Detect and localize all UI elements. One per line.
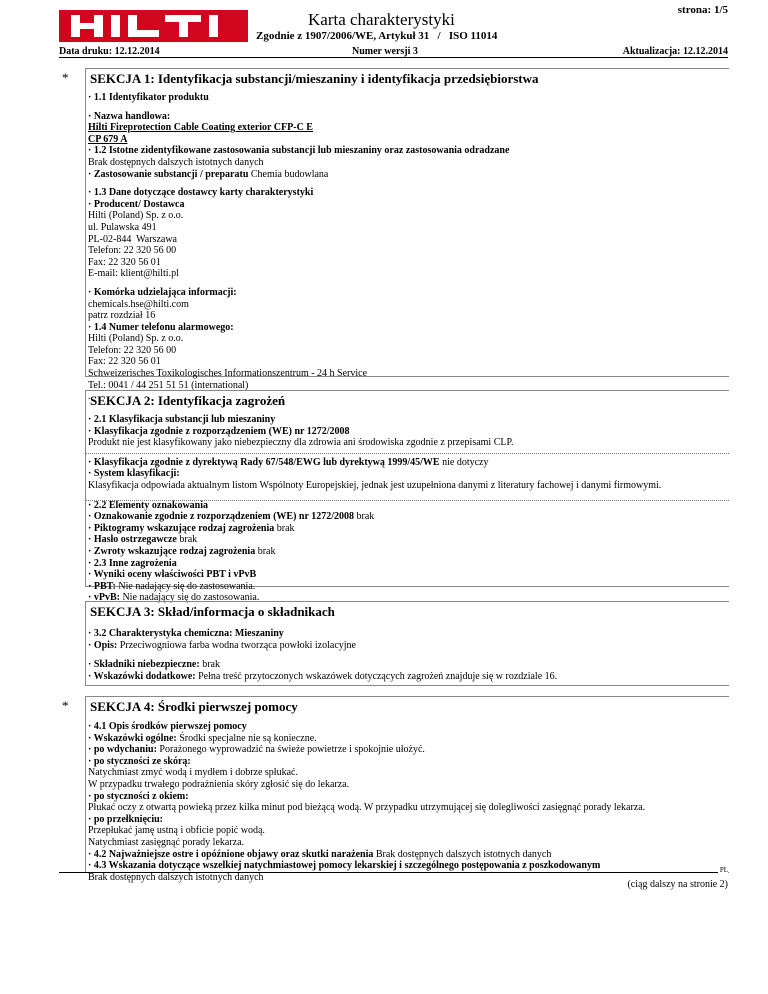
document-subtitle: Zgodnie z 1907/2006/WE, Artykuł 31 / ISO 11014 (256, 30, 498, 42)
text-line: Brak dostępnych dalszych istotnych danych (88, 156, 264, 168)
text-value: Porażonego wyprowadzić na świeże powietrze i spokojnie ułożyć. (156, 744, 425, 756)
text-line: · Producent/ Dostawca (88, 198, 185, 210)
hilti-logo (59, 10, 248, 42)
email-line: E-mail: klient@hilti.pl (88, 268, 179, 280)
dotted-divider (86, 500, 729, 501)
text-value: brak (274, 522, 295, 534)
update-date: Aktualizacja: 12.12.2014 (622, 46, 728, 57)
product-code: CP 679 A (88, 133, 128, 145)
text-value: Pełna treść przytoczonych wskazówek dotyczących zagrożeń znajduje się w rozdziale 16. (195, 670, 558, 682)
text-line: · 2.1 Klasyfikacja substancji lub mieszaniny (88, 414, 276, 425)
text-value: Brak dostępnych dalszych istotnych danych (373, 848, 552, 860)
text-value: Przeciwogniowa farba wodna tworząca powłoki izolacyjne (117, 639, 356, 651)
text-line: PL-02-844 Warszawa (88, 233, 177, 245)
text-line: · 3.2 Charakterystyka chemiczna: Mieszaniny (88, 628, 284, 639)
print-date: Data druku: 12.12.2014 (59, 46, 160, 57)
text-line: chemicals.hse@hilti.com (88, 298, 189, 310)
section-2-body (88, 414, 661, 604)
text-line: · Nazwa handlowa: (88, 110, 171, 122)
text-line: Fax: 22 320 56 01 (88, 356, 161, 368)
section-3-header (86, 601, 729, 624)
section-2-title: SEKCJA 2: Identyfikacja zagrożeń (90, 393, 286, 408)
text-line: Telefon: 22 320 56 00 (88, 245, 177, 257)
text-line: · 1.4 Numer telefonu alarmowego: (88, 321, 234, 333)
text-label: · Zastosowanie substancji / preparatu (88, 168, 249, 180)
section-3-body (88, 628, 557, 682)
text-label: · po wdychaniu: (88, 744, 157, 756)
text-line: · po przełknięciu: (88, 813, 163, 825)
text-line: Hilti (Poland) Sp. z o.o. (88, 210, 184, 222)
text-line: Przepłukać jamę ustną i obficie popić wodą. (88, 825, 265, 837)
text-line: Schweizerisches Toxikologisches Informationszentrum - 24 h Service (88, 368, 368, 380)
text-label: · PBT: (88, 580, 116, 592)
text-line: · 1.1 Identyfikator produktu (88, 92, 209, 103)
section-2 (85, 390, 729, 604)
text-label: · Hasło ostrzegawcze (88, 534, 177, 546)
section-2-header (86, 390, 729, 413)
text-line: · po styczności ze skórą: (88, 755, 191, 767)
text-line: Hilti (Poland) Sp. z o.o. (88, 333, 184, 345)
text-line: Fax: 22 320 56 01 (88, 256, 161, 268)
version-number: Numer wersji 3 (352, 46, 418, 57)
text-label: · Zwroty wskazujące rodzaj zagrożenia (88, 545, 256, 557)
document-title: Karta charakterystyki (308, 10, 455, 29)
change-marker: * (62, 70, 69, 85)
text-label: · Wskazówki ogólne: (88, 732, 177, 744)
text-line: · po styczności z okiem: (88, 790, 189, 802)
section-4-body (88, 721, 645, 883)
text-line: · Klasyfikacja zgodnie z rozporządzeniem (WE) nr 1272/2008 (88, 425, 350, 437)
text-label: · Składniki niebezpieczne: (88, 659, 200, 671)
text-line: Natychmiast zasięgnąć porady lekarza. (88, 836, 245, 848)
text-line: Telefon: 22 320 56 00 (88, 344, 177, 356)
text-line: Płukać oczy z otwartą powieką przez kilka minut pod bieżącą wodą. W przypadku utrzymującej się dolegliwości zasięgnąć porady lekarza. (88, 802, 646, 814)
text-line: Tel.: 0041 / 44 251 51 51 (international) (88, 379, 249, 391)
section-1-header (86, 68, 729, 91)
change-marker: * (62, 698, 69, 713)
text-value: brak (199, 659, 220, 671)
text-line: · Komórka udzielająca informacji: (88, 286, 237, 298)
section-4-header (86, 696, 729, 719)
text-value: brak (255, 545, 276, 557)
text-value: brak (176, 534, 198, 546)
text-line: · 4.1 Opis środków pierwszej pomocy (88, 721, 247, 732)
text-label: · vPvB: (88, 592, 120, 604)
dotted-divider (86, 453, 729, 454)
section-1-body (88, 92, 509, 403)
text-line: W przypadku trwałego podrażnienia skóry zgłosić się do lekarza. (88, 778, 350, 790)
footer-divider (59, 872, 728, 873)
section-1-title: SEKCJA 1: Identyfikacja substancji/mieszaniny i identyfikacja przedsiębiorstwa (90, 71, 539, 86)
text-label: · Piktogramy wskazujące rodzaj zagrożenia (88, 522, 275, 534)
text-line: · System klasyfikacji: (88, 468, 180, 480)
section-4 (85, 696, 729, 883)
text-line: ul. Pulawska 491 (88, 221, 157, 233)
text-label: · Klasyfikacja zgodnie z dyrektywą Rady 67/548/EWG lub dyrektywą 1999/45/WE (88, 456, 440, 468)
text-label: · 4.2 Najważniejsze ostre i opóźnione objawy oraz skutki narażenia (88, 848, 374, 860)
section-3 (85, 601, 729, 686)
header-divider (59, 57, 728, 58)
text-value: Nie nadający się do zastosowania. (115, 580, 256, 592)
text-value: brak (354, 511, 375, 523)
text-line: . (88, 391, 91, 403)
text-line: patrz rozdział 16 (88, 310, 156, 322)
text-value: Chemia budowlana (248, 168, 329, 180)
text-line: · 2.2 Elementy oznakowania (88, 499, 209, 511)
text-line: Natychmiast zmyć wodą i mydłem i dobrze spłukać. (88, 767, 298, 779)
section-3-title: SEKCJA 3: Skład/informacja o składnikach (90, 604, 335, 619)
text-line: · 1.3 Dane dotyczące dostawcy karty charakterystyki (88, 187, 314, 199)
text-label: · Wskazówki dodatkowe: (88, 670, 196, 682)
text-line: · 4.3 Wskazania dotyczące wszelkiej natychmiastowej pomocy lekarskiej i szczególnego postępowania z poszkodowanym (88, 860, 601, 872)
trade-name: Hilti Fireprotection Cable Coating exterior CFP-C E (88, 122, 313, 134)
text-value: Środki specjalne nie są konieczne. (176, 732, 317, 744)
text-line: Klasyfikacja odpowiada aktualnym listom Wspólnoty Europejskiej, jednak jest uzupełniona danymi z literatury fachowej i danymi firmowymi. (88, 479, 662, 491)
text-line: · 1.2 Istotne zidentyfikowane zastosowania substancji lub mieszaniny oraz zastosowania odradzane (88, 145, 510, 157)
text-label: · Opis: (88, 639, 118, 651)
text-line: · 2.3 Inne zagrożenia (88, 557, 177, 569)
text-line: · Wyniki oceny właściwości PBT i vPvB (88, 569, 257, 581)
continued-note: (ciąg dalszy na stronie 2) (627, 879, 728, 890)
text-value: Nie nadający się do zastosowania. (119, 592, 260, 604)
language-code: PL (719, 866, 728, 874)
text-line: Brak dostępnych dalszych istotnych danych (88, 871, 264, 883)
text-label: · Oznakowanie zgodnie z rozporządzeniem (WE) nr 1272/2008 (88, 511, 355, 523)
text-value: nie dotyczy (439, 456, 489, 468)
section-4-title: SEKCJA 4: Środki pierwszej pomocy (90, 699, 298, 714)
text-line: Produkt nie jest klasyfikowany jako niebezpieczny dla zdrowia ani środowiska zgodnie z przepisami CLP. (88, 437, 514, 449)
page-number: strona: 1/5 (677, 4, 728, 16)
